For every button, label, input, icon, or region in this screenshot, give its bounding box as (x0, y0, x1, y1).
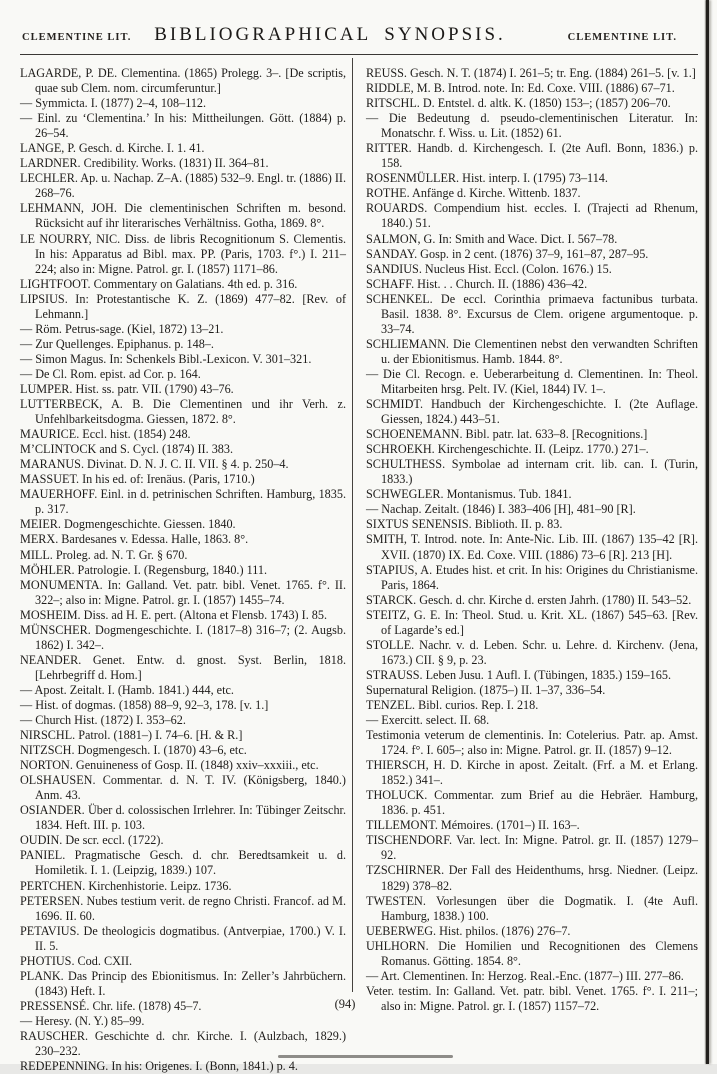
bibliography-entry: STARCK. Gesch. d. chr. Kirche d. ersten Jahrh. (1780) II. 543–52. (366, 592, 692, 607)
bibliography-entry: LE NOURRY, NIC. Diss. de libris Recognitionum S. Clementis. In his: Apparatus ad Bibl. max. PP. (Paris, 1703. f°.) I. 211–224; also in: Migne. Patrol. gr. I. (1857) 1171–86. (20, 231, 346, 276)
bibliography-entry: RITTER. Handb. d. Kirchengesch. I. (2te Aufl. Bonn, 1836.) p. 158. (366, 141, 698, 171)
bibliography-entry: STAPIUS, A. Etudes hist. et crit. In his: Origines du Christianisme. Paris, 1864. (366, 562, 698, 592)
left-column (20, 66, 346, 1074)
column-divider-rule (352, 58, 353, 992)
bibliography-entry: UHLHORN. Die Homilien und Recognitionen des Clemens Romanus. Götting. 1854. 8°. (366, 938, 698, 968)
bibliography-entry: STEITZ, G. E. In: Theol. Stud. u. Krit. XL. (1867) 545–63. [Rev. of Lagarde’s ed.] (366, 607, 698, 637)
bibliography-entry: MASSUET. In his ed. of: Irenäus. (Paris, 1710.) (20, 472, 255, 487)
bibliography-entry: REDEPENNING. In his: Origenes. I. (Bonn, 1841.) p. 4. (20, 1059, 298, 1074)
bibliography-entry: OSIANDER. Über d. colossischen Irrlehrer. In: Tübinger Zeitschr. 1834. Heft. III. p. 103. (20, 803, 346, 833)
bibliography-entry: RITSCHL. D. Entstel. d. altk. K. (1850) 153–; (1857) 206–70. (366, 96, 671, 111)
bibliography-entry: PRESSENSÉ. Chr. life. (1878) 45–7. (20, 998, 202, 1013)
bibliography-entry: TISCHENDORF. Var. lect. In: Migne. Patrol. gr. II. (1857) 1279–92. (366, 833, 698, 863)
bibliography-entry: LAGARDE, P. DE. Clementina. (1865) Prolegg. 3–. [De scriptis, quae sub Clem. nom. circumferuntur.] (20, 66, 346, 96)
right-running-title: CLEMENTINE LIT. (567, 32, 677, 43)
bibliography-entry: TENZEL. Bibl. curios. Rep. I. 218. (366, 697, 539, 712)
bibliography-entry: Testimonia veterum de clementinis. In: Cotelerius. Patr. ap. Amst. 1724. f°. I. 605–; also in: Migne. Patrol. gr. II. (1857) 9–12. (366, 728, 698, 758)
bibliography-entry: OLSHAUSEN. Commentar. d. N. T. IV. (Königsberg, 1840.) Anm. 43. (20, 773, 346, 803)
bibliography-entry: THOLUCK. Commentar. zum Brief au die Hebräer. Hamburg, 1836. p. 451. (366, 788, 698, 818)
bibliography-entry: M’CLINTOCK and S. Cycl. (1874) II. 383. (20, 442, 234, 457)
bibliography-entry: — Exercitt. select. II. 68. (366, 713, 490, 728)
bibliography-entry: NORTON. Genuineness of Gosp. II. (1848) xxiv–xxxiii., etc. (20, 758, 319, 773)
bibliography-entry: ROSENMÜLLER. Hist. interp. I. (1795) 73–114. (366, 171, 608, 186)
bibliography-entry: PHOTIUS. Cod. CXII. (20, 953, 133, 968)
bibliography-entry: — Church Hist. (1872) I. 353–62. (20, 713, 186, 728)
bibliography-entry: — Röm. Petrus-sage. (Kiel, 1872) 13–21. (20, 321, 224, 336)
bibliography-entry: LEHMANN, JOH. Die clementinischen Schriften m. besond. Rücksicht auf ihr literarisches Verhältniss. Gotha, 1869. 8°. (20, 201, 346, 231)
bibliography-entry: SALMON, G. In: Smith and Wace. Dict. I. 567–78. (366, 231, 618, 246)
bibliography-entry: RIDDLE, M. B. Introd. note. In: Ed. Coxe. VIII. (1886) 67–71. (366, 81, 675, 96)
bibliography-entry: Supernatural Religion. (1875–) II. 1–37, 336–54. (366, 682, 606, 697)
right-column (366, 66, 698, 1014)
bibliography-entry: MÖHLER. Patrologie. I. (Regensburg, 1840.) 111. (20, 562, 267, 577)
bibliography-entry: ROTHE. Anfänge d. Kirche. Wittenb. 1837. (366, 186, 581, 201)
scan-edge-artifact (706, 0, 709, 1064)
bibliography-entry: — Heresy. (N. Y.) 85–99. (20, 1013, 145, 1028)
page-number: (94) (334, 997, 356, 1011)
bibliography-entry: LUMPER. Hist. ss. patr. VII. (1790) 43–76. (20, 381, 234, 396)
bibliography-entry: NEANDER. Genet. Entw. d. gnost. Syst. Berlin, 1818. [Lehrbegriff d. Hom.] (20, 652, 346, 682)
bibliography-entry: — Art. Clementinen. In: Herzog. Real.-Enc. (1877–) III. 277–86. (366, 968, 684, 983)
bibliography-entry: SANDAY. Gosp. in 2 cent. (1876) 37–9, 161–87, 287–95. (366, 246, 649, 261)
header-rule (20, 54, 698, 55)
bibliography-entry: SCHROEKH. Kirchengeschichte. II. (Leipz. 1770.) 271–. (366, 442, 649, 457)
bibliography-entry: TWESTEN. Vorlesungen über die Dogmatik. I. (4te Aufl. Hamburg, 1838.) 100. (366, 893, 698, 923)
bibliography-entry: MEIER. Dogmengeschichte. Giessen. 1840. (20, 517, 236, 532)
bibliography-entry: LARDNER. Credibility. Works. (1831) II. 364–81. (20, 156, 269, 171)
bibliography-entry: REUSS. Gesch. N. T. (1874) I. 261–5; tr. Eng. (1884) 261–5. [v. 1.] (366, 66, 696, 80)
bibliography-entry: MARANUS. Divinat. D. N. J. C. II. VII. § 4. p. 250–4. (20, 457, 289, 472)
bibliography-entry: TZSCHIRNER. Der Fall des Heidenthums, hrsg. Niedner. (Leipz. 1829) 378–82. (366, 863, 698, 893)
bibliography-entry: NITZSCH. Dogmengesch. I. (1870) 43–6, etc. (20, 743, 247, 758)
bibliography-entry: MAURICE. Eccl. hist. (1854) 248. (20, 427, 191, 442)
bibliography-entry: STOLLE. Nachr. v. d. Leben. Schr. u. Lehre. d. Kirchenv. (Jena, 1673.) CII. § 9, p. 23. (366, 637, 698, 667)
bibliography-entry: — Simon Magus. In: Schenkels Bibl.-Lexicon. V. 301–321. (20, 351, 312, 366)
bibliography-entry: SMITH, T. Introd. note. In: Ante-Nic. Lib. III. (1867) 135–42 [R]. XVII. (1870) IX. Ed. Coxe. VIII. (1886) 73–6 [R]. 213 [H]. (366, 532, 698, 562)
bibliography-entry: Veter. testim. In: Galland. Vet. patr. bibl. Venet. 1765. f°. I. 211–; also in: Migne. Patrol. gr. I. (1857) 1157–72. (366, 983, 698, 1013)
bibliography-entry: ROUARDS. Compendium hist. eccles. I. (Trajecti ad Rhenum, 1840.) 51. (366, 201, 698, 231)
bibliography-entry: SCHOENEMANN. Bibl. patr. lat. 633–8. [Recognitions.] (366, 427, 648, 442)
bibliography-entry: STRAUSS. Leben Jusu. 1 Aufl. I. (Tübingen, 1835.) 159–165. (366, 667, 672, 682)
bibliography-entry: — Die Bedeutung d. pseudo-clementinischen Literatur. In: Monatschr. f. Wiss. u. Lit. (1852) 61. (366, 111, 698, 141)
bibliography-entry: SCHWEGLER. Montanismus. Tub. 1841. (366, 487, 572, 502)
bibliography-entry: RAUSCHER. Geschichte d. chr. Kirche. I. (Aulzbach, 1829.) 230–232. (20, 1029, 346, 1059)
bibliography-entry: LECHLER. Ap. u. Nachap. Z–A. (1885) 532–9. Engl. tr. (1886) II. 268–76. (20, 171, 346, 201)
bibliography-entry: OUDIN. De scr. eccl. (1722). (20, 833, 164, 848)
bibliography-entry: PLANK. Das Princip des Ebionitismus. In: Zeller’s Jahrbüchern. (1843) Heft. I. (20, 968, 346, 998)
bibliography-entry: PETAVIUS. De theologicis dogmatibus. (Antverpiae, 1700.) V. I. II. 5. (20, 923, 346, 953)
page-header (0, 24, 717, 54)
bibliography-entry: MOSHEIM. Diss. ad H. E. pert. (Altona et Flensb. 1743) I. 85. (20, 607, 328, 622)
bibliography-entry: SANDIUS. Nucleus Hist. Eccl. (Colon. 1676.) 15. (366, 261, 612, 276)
bibliography-entry: — Einl. zu ‘Clementina.’ In his: Mittheilungen. Gött. (1884) p. 26–54. (20, 111, 346, 141)
bibliography-entry: LIGHTFOOT. Commentary on Galatians. 4th ed. p. 316. (20, 276, 298, 291)
bibliography-entry: PERTCHEN. Kirchenhistorie. Leipz. 1736. (20, 878, 232, 893)
bibliography-entry: SCHLIEMANN. Die Clementinen nebst den verwandten Schriften u. der Ebionitismus. Hamb. 1844. 8°. (366, 336, 698, 366)
bibliography-entry: — De Cl. Rom. epist. ad Cor. p. 164. (20, 366, 201, 381)
bibliography-entry: SCHMIDT. Handbuch der Kirchengeschichte. I. (2te Auflage. Giessen, 1824.) 443–51. (366, 397, 698, 427)
bibliography-entry: — Die Cl. Recogn. e. Ueberarbeitung d. Clementinen. In: Theol. Mitarbeiten hrsg. Pelt. IV. (Kiel, 1844) IV. 1–. (366, 366, 698, 396)
bibliography-entry: — Hist. of dogmas. (1858) 88–9, 92–3, 178. [v. 1.] (20, 697, 269, 712)
bibliography-entry: PANIEL. Pragmatische Gesch. d. chr. Beredtsamkeit u. d. Homiletik. I. 1. (Leipzig, 1839.) 107. (20, 848, 346, 878)
page-title: BIBLIOGRAPHICAL SYNOPSIS. (154, 24, 506, 45)
bibliography-entry: MILL. Proleg. ad. N. T. Gr. § 670. (20, 547, 188, 562)
bibliography-entry: — Nachap. Zeitalt. (1846) I. 383–406 [H], 481–90 [R]. (366, 502, 636, 517)
bibliography-entry: — Symmicta. I. (1877) 2–4, 108–112. (20, 96, 207, 111)
bibliography-entry: MONUMENTA. In: Galland. Vet. patr. bibl. Venet. 1765. f°. II. 322–; also in: Migne. Patrol. gr. I. (1857) 1455–74. (20, 577, 346, 607)
bibliography-entry: PETERSEN. Nubes testium verit. de regno Christi. Francof. ad M. 1696. II. 60. (20, 893, 346, 923)
bibliography-entry: MÜNSCHER. Dogmengeschichte. I. (1817–8) 316–7; (2. Augsb. 1862) I. 342–. (20, 622, 346, 652)
bibliography-entry: UEBERWEG. Hist. philos. (1876) 276–7. (366, 923, 571, 938)
bibliography-entry: TILLEMONT. Mémoires. (1701–) II. 163–. (366, 818, 580, 833)
bibliography-entry: MAUERHOFF. Einl. in d. petrinischen Schriften. Hamburg, 1835. p. 317. (20, 487, 346, 517)
bibliography-entry: LUTTERBECK, A. B. Die Clementinen und ihr Verh. z. Unfehlbarkeitsdogma. Giessen, 1872. 8°. (20, 397, 346, 427)
bibliography-entry: THIERSCH, H. D. Kirche in apost. Zeitalt. (Frf. a M. et Erlang. 1852.) 341–. (366, 758, 698, 788)
bibliography-entry: LANGE, P. Gesch. d. Kirche. I. 1. 41. (20, 141, 205, 156)
left-running-title: CLEMENTINE LIT. (22, 32, 132, 43)
scan-smudge-artifact (278, 1055, 453, 1058)
bibliography-entry: — Apost. Zeitalt. I. (Hamb. 1841.) 444, etc. (20, 682, 234, 697)
bibliography-entry: LIPSIUS. In: Protestantische K. Z. (1869) 477–82. [Rev. of Lehmann.] (20, 291, 346, 321)
bibliography-entry: NIRSCHL. Patrol. (1881–) I. 74–6. [H. & R.] (20, 728, 243, 743)
bibliography-entry: SCHULTHESS. Symbolae ad internam crit. lib. can. I. (Turin, 1833.) (366, 457, 698, 487)
bibliography-entry: — Zur Quellenges. Epiphanus. p. 148–. (20, 336, 214, 351)
bibliography-entry: MERX. Bardesanes v. Edessa. Halle, 1863. 8°. (20, 532, 249, 547)
bibliography-entry: SCHENKEL. De eccl. Corinthia primaeva factunibus turbata. Basil. 1838. 8°. Excursus de Clem. origene argumentoque. p. 33–74. (366, 291, 698, 336)
bibliography-entry: SIXTUS SENENSIS. Biblioth. II. p. 83. (366, 517, 563, 532)
bibliography-entry: SCHAFF. Hist. . . Church. II. (1886) 436–42. (366, 276, 588, 291)
